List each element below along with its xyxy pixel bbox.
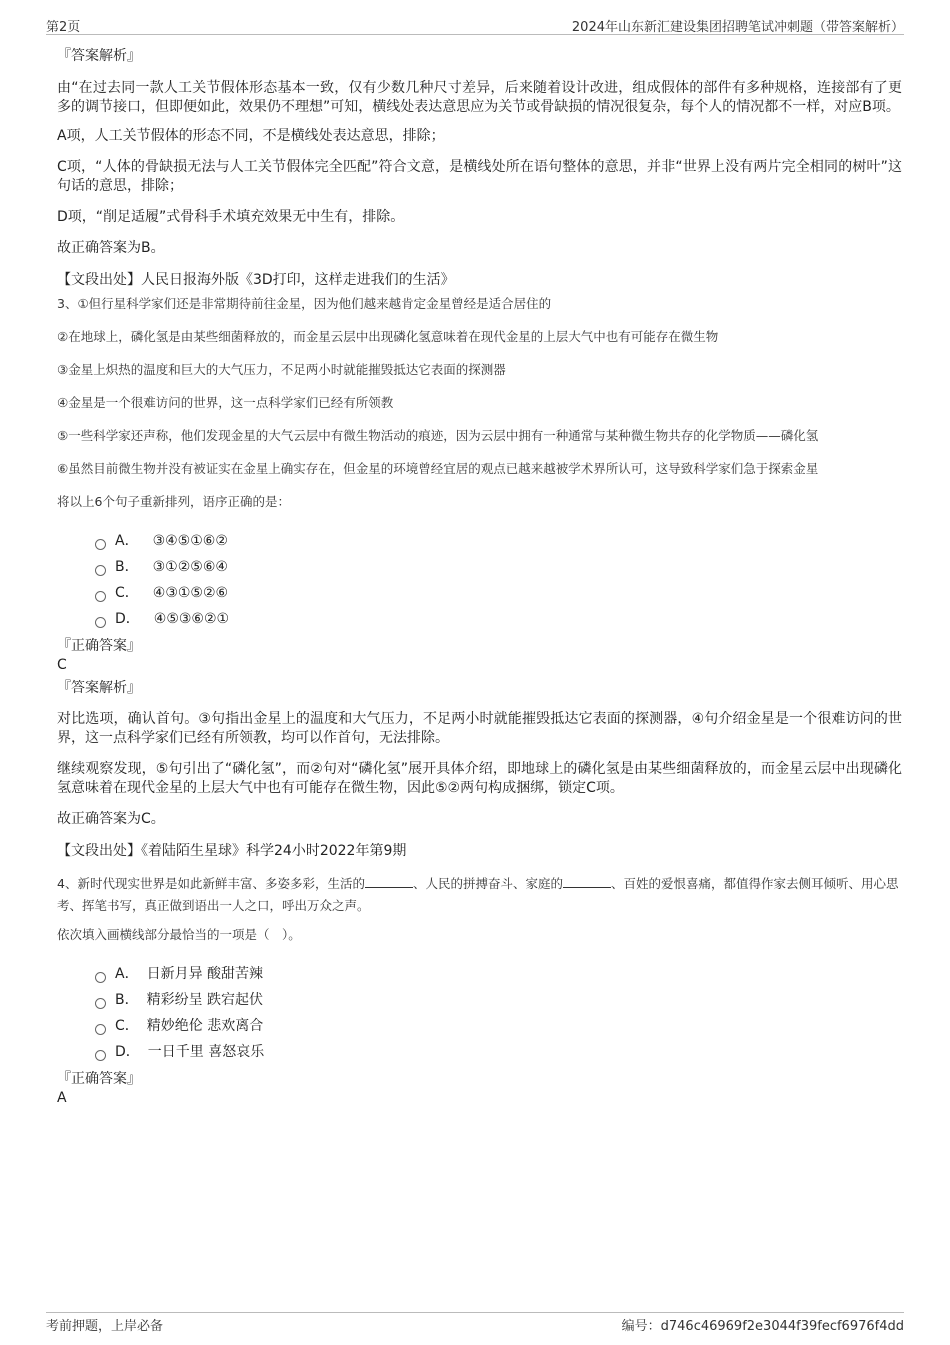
q2-analysis-p5: 故正确答案为B。 bbox=[57, 240, 165, 256]
q3-analysis-p3: 故正确答案为C。 bbox=[57, 811, 165, 827]
radio-button[interactable] bbox=[95, 1024, 106, 1035]
q2-analysis-label: 『答案解析』 bbox=[57, 48, 141, 64]
radio-button[interactable] bbox=[95, 565, 106, 576]
q3-prompt: 将以上6个句子重新排列，语序正确的是： bbox=[57, 494, 290, 509]
q2-source: 【文段出处】人民日报海外版《3D打印，这样走进我们的生活》 bbox=[57, 272, 455, 288]
q4-options bbox=[95, 961, 902, 1065]
q3-sentence-5: ⑤一些科学家还声称，他们发现金星的大气云层中有微生物活动的痕迹，因为云层中拥有一种通常与某种微生物共存的化学物质——磷化氢 bbox=[57, 428, 819, 443]
q3-option-d[interactable]: D． ④⑤③⑥②① bbox=[95, 606, 902, 632]
page-footer bbox=[46, 1312, 904, 1339]
q4-stem: 4、新时代现实世界是如此新鲜丰富、多姿多彩，生活的 、人民的拼搏奋斗、家庭的 、百姓的爱恨喜痛，都值得作家去侧耳倾听、用心思考、挥笔书写，真正做到语出一人之口，呼出万众之声。 bbox=[57, 876, 899, 913]
q3-sentence-2: ②在地球上，磷化氢是由某些细菌释放的，而金星云层中出现磷化氢意味着在现代金星的上层大气中也有可能存在微生物 bbox=[57, 329, 719, 344]
q3-analysis-p1: 对比选项，确认首句。③句指出金星上的温度和大气压力，不足两小时就能摧毁抵达它表面的探测器，④句介绍金星是一个很难访问的世界，这一点科学家们已经有所领教，均可以作首句，无法排除。 bbox=[57, 711, 902, 746]
radio-button[interactable] bbox=[95, 998, 106, 1009]
q3-answer-label: 『正确答案』 bbox=[57, 638, 141, 654]
page-number: 第2页 bbox=[46, 20, 81, 35]
q3-options bbox=[95, 528, 902, 632]
q2-analysis-p3: C项，“人体的骨缺损无法与人工关节假体完全匹配”符合文意，是横线处所在语句整体的意思，并非“世界上没有两片完全相同的树叶”这句话的意思，排除； bbox=[57, 159, 902, 194]
q3-sentence-1: 3、①但行星科学家们还是非常期待前往金星，因为他们越来越肯定金星曾经是适合居住的 bbox=[57, 296, 552, 311]
q4-prompt: 依次填入画横线部分最恰当的一项是（ ）。 bbox=[57, 927, 301, 942]
q4-option-d[interactable]: D． 一日千里 喜怒哀乐 bbox=[95, 1039, 902, 1065]
q3-answer: C bbox=[57, 657, 67, 673]
q4-answer: A bbox=[57, 1090, 67, 1106]
radio-button[interactable] bbox=[95, 591, 106, 602]
q4-option-a[interactable]: A． 日新月异 酸甜苦辣 bbox=[95, 961, 902, 987]
radio-button[interactable] bbox=[95, 1050, 106, 1061]
q3-option-b[interactable]: B． ③①②⑤⑥④ bbox=[95, 554, 902, 580]
q4-answer-label: 『正确答案』 bbox=[57, 1071, 141, 1087]
radio-button[interactable] bbox=[95, 617, 106, 628]
q3-source: 【文段出处】《着陆陌生星球》科学24小时2022年第9期 bbox=[57, 843, 407, 859]
radio-button[interactable] bbox=[95, 539, 106, 550]
q3-analysis-p2: 继续观察发现，⑤句引出了“磷化氢”，而②句对“磷化氢”展开具体介绍，即地球上的磷化氢是由某些细菌释放的，而金星云层中出现磷化氢意味着在现代金星的上层大气中也有可能存在微生物，因此⑤②两句构成捆绑，锁定C项。 bbox=[57, 761, 902, 796]
radio-button[interactable] bbox=[95, 972, 106, 983]
document-title: 2024年山东新汇建设集团招聘笔试冲刺题（带答案解析） bbox=[571, 20, 904, 35]
page-content bbox=[57, 46, 902, 1107]
page-header bbox=[46, 14, 904, 35]
q4-option-b[interactable]: B． 精彩纷呈 跌宕起伏 bbox=[95, 987, 902, 1013]
q3-sentence-3: ③金星上炽热的温度和巨大的大气压力，不足两小时就能摧毁抵达它表面的探测器 bbox=[57, 362, 506, 377]
q2-analysis-p4: D项，“削足适履”式骨科手术填充效果无中生有，排除。 bbox=[57, 209, 405, 225]
q3-option-c[interactable]: C． ④③①⑤②⑥ bbox=[95, 580, 902, 606]
q2-analysis-p1: 由“在过去同一款人工关节假体形态基本一致，仅有少数几种尺寸差异，后来随着设计改进，组成假体的部件有多种规格，连接部有了更多的调节接口，但即便如此，效果仍不理想”可知，横线处表达意思应为关节或骨缺损的情况很复杂，每个人的情况都不一样，对应B项。 bbox=[57, 80, 902, 115]
q2-analysis-p2: A项，人工关节假体的形态不同，不是横线处表达意思，排除； bbox=[57, 128, 445, 144]
q3-sentence-6: ⑥虽然目前微生物并没有被证实在金星上确实存在，但金星的环境曾经宜居的观点已越来越被学术界所认可，这导致科学家们急于探索金星 bbox=[57, 461, 819, 476]
document-code: 编号：d746c46969f2e3044f39fecf6976f4dd bbox=[621, 1319, 904, 1334]
q3-sentence-4: ④金星是一个很难访问的世界，这一点科学家们已经有所领教 bbox=[57, 395, 394, 410]
fill-blank-1 bbox=[365, 875, 413, 888]
fill-blank-2 bbox=[563, 875, 611, 888]
footer-slogan: 考前押题，上岸必备 bbox=[46, 1319, 164, 1334]
q3-option-a[interactable]: A． ③④⑤①⑥② bbox=[95, 528, 902, 554]
q3-analysis-label: 『答案解析』 bbox=[57, 680, 141, 696]
q4-option-c[interactable]: C． 精妙绝伦 悲欢离合 bbox=[95, 1013, 902, 1039]
